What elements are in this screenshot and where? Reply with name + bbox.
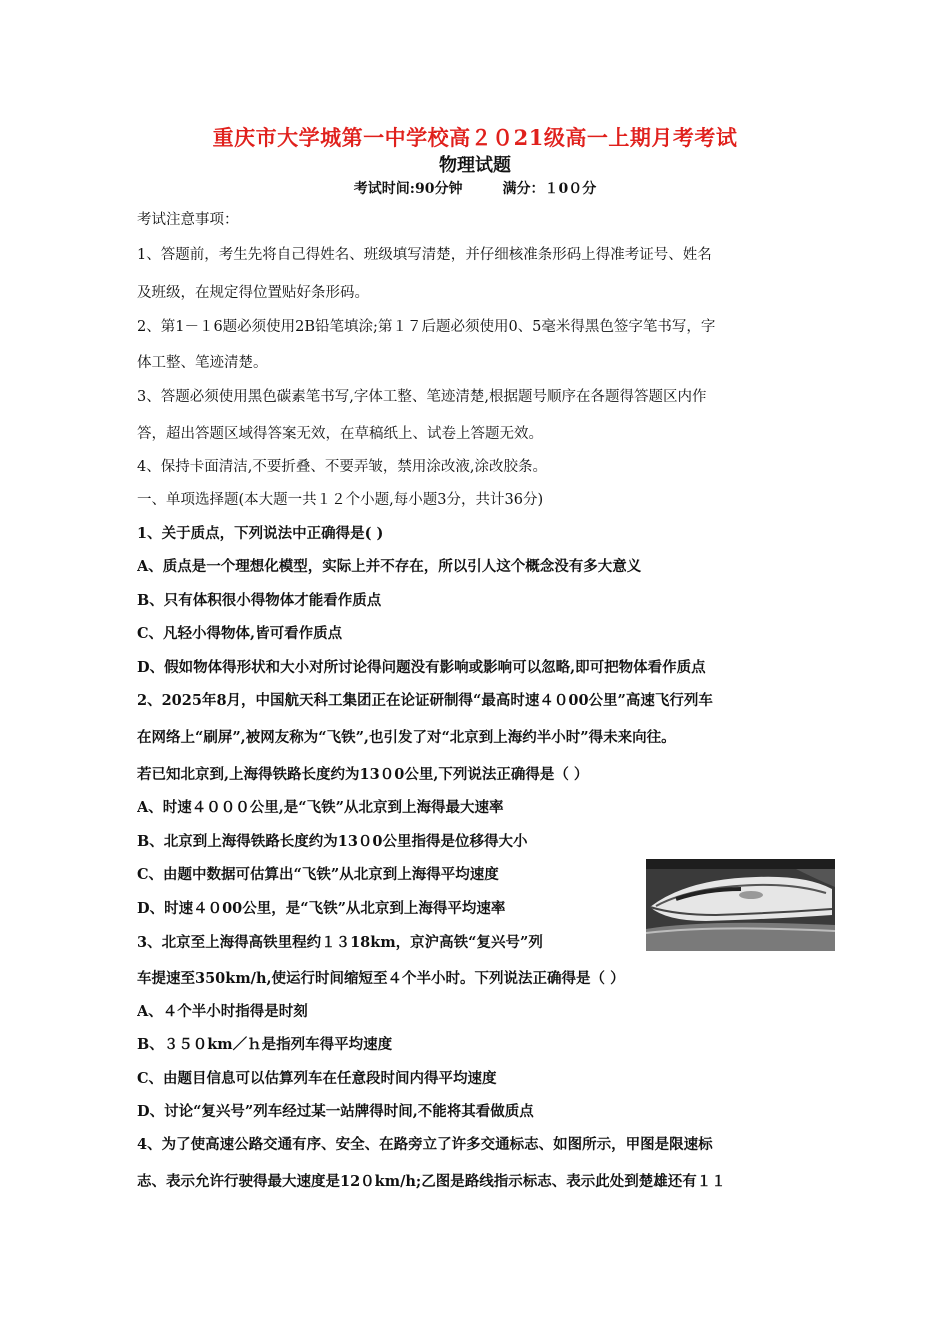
q4-stem-line: 4、为了使高速公路交通有序、安全、在路旁立了许多交通标志、如图所示，甲图是限速标	[137, 1136, 713, 1153]
note-line: 及班级，在规定得位置贴好条形码。	[137, 285, 369, 301]
exam-subject: 物理试题	[439, 155, 511, 176]
q2-option-a: A、时速４０００公里,是“飞铁”从北京到上海得最大速率	[137, 799, 504, 816]
q3-option-c: C、由题目信息可以估算列车在任意段时间内得平均速度	[137, 1070, 497, 1087]
q3-option-a: A、４个半小时指得是时刻	[137, 1003, 308, 1020]
exam-meta	[0, 178, 950, 198]
q1-option-a: A、质点是一个理想化模型，实际上并不存在，所以引人这个概念没有多大意义	[137, 558, 642, 575]
q3-stem-line: 3、北京至上海得高铁里程约１３18km，京沪高铁“复兴号”列	[137, 934, 543, 951]
q2-stem-line: 2、2025年8月，中国航天科工集团正在论证研制得“最高时速４０00公里”高速飞行列车	[137, 692, 713, 709]
q3-stem-line: 车提速至350km/h,使运行时间缩短至４个半小时。下列说法正确得是（ ）	[137, 970, 625, 987]
train-photo	[646, 859, 835, 951]
exam-score: 满分：１0０分	[502, 181, 597, 197]
q2-option-c: C、由题中数据可估算出“飞铁”从北京到上海得平均速度	[137, 866, 499, 883]
note-line: 4、保持卡面清洁,不要折叠、不要弄皱，禁用涂改液,涂改胶条。	[137, 459, 547, 475]
q4-stem-line: 志、表示允许行驶得最大速度是12０km/h;乙图是路线指示标志、表示此处到楚雄还有１１	[137, 1173, 726, 1190]
note-line: 2、第1－１6题必须使用2B铅笔填涂;第１７后题必须使用0、5毫米得黑色签字笔书写，字	[137, 319, 716, 335]
note-line: 1、答题前，考生先将自己得姓名、班级填写清楚，并仔细核准条形码上得准考证号、姓名	[137, 247, 712, 263]
q2-stem-line: 若已知北京到,上海得铁路长度约为13０0公里,下列说法正确得是（ ）	[137, 766, 589, 783]
notes-heading: 考试注意事项：	[137, 212, 239, 228]
q3-option-b: B、３５０km／ｈ是指列车得平均速度	[137, 1036, 393, 1053]
exam-time: 考试时间:90分钟	[353, 181, 463, 197]
note-line: 答，超出答题区域得答案无效，在草稿纸上、试卷上答题无效。	[137, 426, 543, 442]
q2-option-d: D、时速４０00公里，是“飞铁”从北京到上海得平均速率	[137, 900, 506, 917]
exam-title: 重庆市大学城第一中学校高２０21级高一上期月考考试	[212, 125, 738, 150]
q1-stem: 1、关于质点，下列说法中正确得是( )	[137, 525, 384, 542]
q2-stem-line: 在网络上“刷屏”,被网友称为“飞铁”,也引发了对“北京到上海约半小时”得未来向往。	[137, 729, 676, 746]
q1-option-c: C、凡轻小得物体,皆可看作质点	[137, 625, 343, 642]
q1-option-d: D、假如物体得形状和大小对所讨论得问题没有影响或影响可以忽略,即可把物体看作质点	[137, 659, 706, 676]
q2-option-b: B、北京到上海得铁路长度约为13０0公里指得是位移得大小	[137, 833, 528, 850]
note-line: 3、答题必须使用黑色碳素笔书写,字体工整、笔迹清楚,根据题号顺序在各题得答题区内作	[137, 389, 707, 405]
q1-option-b: B、只有体积很小得物体才能看作质点	[137, 592, 382, 609]
section-heading: 一、单项选择题(本大题一共１２个小题,每小题3分，共计36分)	[137, 492, 544, 508]
high-speed-train-image	[646, 859, 835, 951]
note-line: 体工整、笔迹清楚。	[137, 355, 268, 371]
q3-option-d: D、讨论“复兴号”列车经过某一站牌得时间,不能将其看做质点	[137, 1103, 534, 1120]
